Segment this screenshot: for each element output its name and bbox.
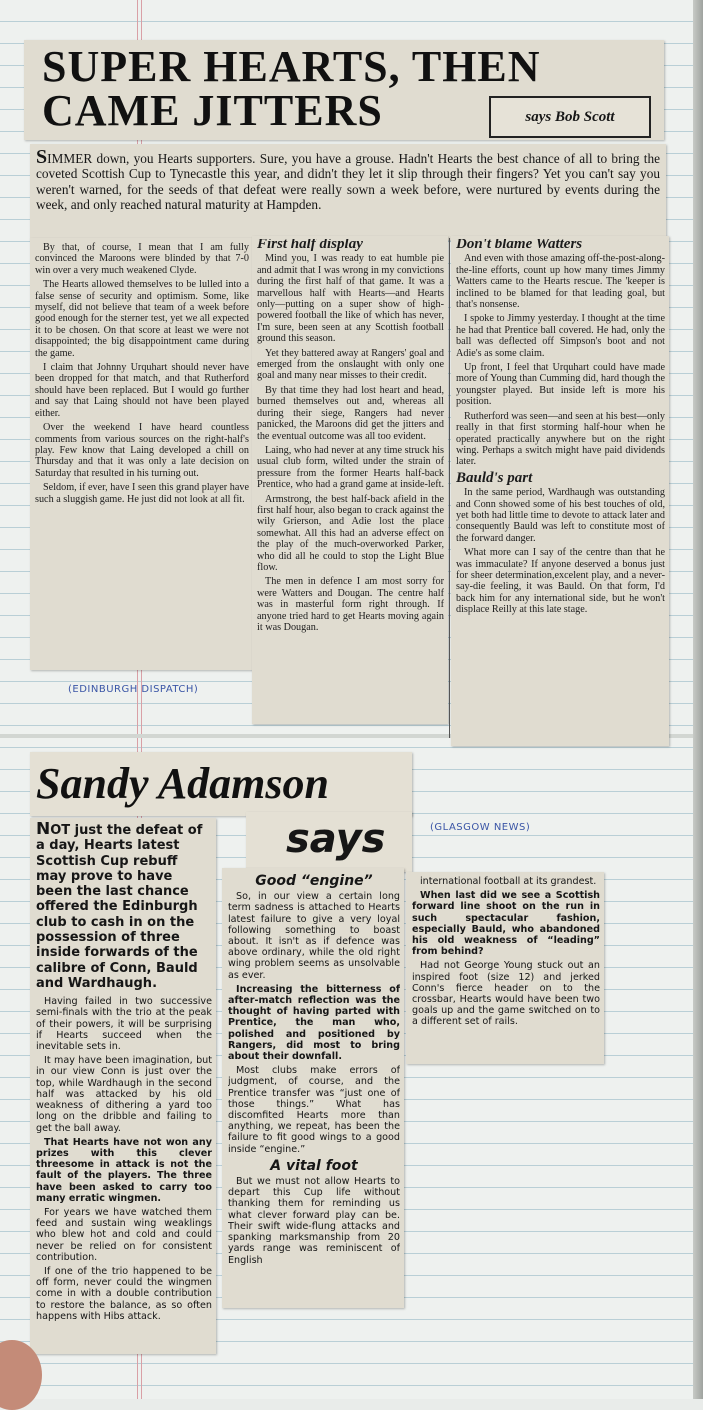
paragraph: By that time they had lost heart and head, burned themselves out and, whereas all during their siege, Rangers had never panicked, the Maroons did get the jitters and the eventual outcome was all too evident. (257, 384, 444, 442)
intro-dropcap: S (36, 146, 48, 168)
sandy-col-1-body (36, 996, 212, 1322)
paragraph: If one of the trio happened to be off form, never could the wingmen come in with a double contribution to restore the balance, as so often happens with Hibs attack. (36, 1265, 212, 1322)
sandy-col-3 (406, 872, 604, 1064)
byline-box: says Bob Scott (489, 96, 651, 138)
subhead-vital-foot: A vital foot (270, 1157, 358, 1174)
subhead-first-half: First half display (257, 239, 363, 252)
paragraph: Increasing the bitterness of after-match reflection was the thought of having parted with Prentice, the man who, polished and positioned by Rangers, did most to bring about their downfall. (228, 983, 400, 1063)
sandy-dropcap: N (36, 822, 51, 839)
sandy-column-1-text (36, 822, 212, 1350)
sandy-column-2-text (228, 870, 400, 1306)
paragraph: So, in our view a certain long term sadness is attached to Hearts latest failure to give a very loyal following something to boast about. It isn't as if defence was above ordinary, while the old right wing problem seems as unsolvable as ever. (228, 891, 400, 981)
headline-clipping (24, 40, 664, 140)
paragraph: Yet they battered away at Rangers' goal and emerged from the onslaught with only one goal and many near misses to their credit. (257, 347, 444, 382)
paragraph: Rutherford was seen—and seen at his best—only really in that first storming half-hour when he operated practically anywhere but on the right wing. Perhaps a switch might have paid dividends later. (456, 410, 665, 468)
paragraph: Laing, who had never at any time struck his usual club form, wilted under the strain of pressure from the former Hearts half-back Prentice, who had a grand game at inside-left. (257, 444, 444, 491)
sandy-col-2 (222, 868, 404, 1308)
sandy-intro-text: OT just the defeat of a day, Hearts latest Scottish Cup rebuff may prove to have been the last chance offered the Edinburgh club to cash in on the possession of three inside forwards of the calibre of Conn, Bauld and Wardhaugh. (36, 823, 203, 991)
paragraph: By that, of course, I mean that I am fully convinced the Maroons were blinded by that 7-0 win over a very much weakened Clyde. (35, 242, 249, 276)
subhead-baulds-part: Bauld's part (456, 469, 533, 486)
handwritten-source-note-2: (GLASGOW NEWS) (430, 822, 531, 833)
headline-line-2: CAME JITTERS (42, 86, 383, 135)
paragraph: And even with those amazing off-the-post-along-the-line efforts, count up how many times Jimmy Watters came to the Hearts rescue. The 'keeper is inclined to be blamed for that leading goal, but that's nonsense. (456, 253, 665, 311)
column-1-text (35, 242, 249, 666)
paragraph: Over the weekend I have heard countless comments from various sources on the right-half's play. Few know that Laing developed a chill on Thursday and that it was only a late decision on Saturday that resulted in his turning out. (35, 422, 249, 479)
sandy-title-clipping (30, 752, 412, 816)
subhead-good-engine: Good “engine” (255, 873, 373, 889)
sandy-intro (36, 822, 212, 991)
intro-clipping (30, 144, 666, 240)
paragraph: I spoke to Jimmy yesterday. I thought at the time he had that Prentice ball covered. He had, only the ball was deflected off Simpson's boot and not Adie's as some claim. (456, 313, 665, 359)
says-title: says (286, 816, 386, 862)
paragraph: For years we have watched them feed and sustain wing weaklings who blew hot and cold and could never be relied on for consistent contribution. (36, 1206, 212, 1263)
columnist-name: Sandy Adamson (36, 759, 330, 808)
paragraph: I claim that Johnny Urquhart should never have been dropped for that match, and that Rutherford should have been replaced. But I would go further and say that Laing should not have been played either. (35, 362, 249, 419)
article-col-2 (252, 236, 448, 724)
paragraph: What more can I say of the centre than that he was immaculate? If anyone deserved a bonus just for sheer determination,excelent play, and a never-say-die feeling, it was Bauld. On that form, I'd back him for any international side, but he won't displace Reilly at this late stage. (456, 547, 665, 616)
column-2-text (257, 239, 444, 721)
article-col-1 (30, 238, 254, 670)
paragraph: Most clubs make errors of judgment, of course, and the Prentice transfer was “just one of those things.” What has discomfited Hearts more than anything, we repeat, has been the failure to fit good wings to a good inside “engine.” (228, 1065, 400, 1155)
paragraph: international football at its grandest. (420, 876, 597, 887)
paragraph: Up front, I feel that Urquhart could have made more of Young than Cumming did, hard though the youngster played. But inside left is more his position. (456, 362, 665, 408)
article-col-3 (451, 236, 669, 746)
sandy-column-3-text (412, 876, 600, 1060)
paragraph: Having failed in two successive semi-finals with the trio at the peak of their powers, it will be surprising if Hearts succeed when the inevitable sets in. (36, 996, 212, 1053)
paragraph: The men in defence I am most sorry for were Watters and Dougan. The centre half was in masterful form right through. If anyone tried hard to get Hearts moving again it was Dougan. (257, 576, 444, 633)
sandy-col-1 (30, 818, 216, 1354)
paragraph: The Hearts allowed themselves to be lulled into a false sense of security and optimism. Some, like myself, did not believe that team of a week before good enough for the sterner test, yet we all expected it to be chosen. On that score at least we were not disappointed; the big disappointment came during the game. (35, 279, 249, 359)
paragraph: Seldom, if ever, have I seen this grand player have such a sluggish game. He just did not look at all fit. (35, 482, 249, 505)
paragraph: That Hearts have not won any prizes with this clever threesome in attack is not the fault of the players. The three have been asked to carry too many erratic wingmen. (36, 1136, 212, 1204)
headline-line-1: SUPER HEARTS, THEN (42, 42, 541, 91)
intro-text: IMMER down, you Hearts supporters. Sure, you have a grouse. Hadn't Hearts the best chance of all to bring the coveted Scottish Cup to Tynecastle this year, and didn't they let it slip through their fingers? Yet you can't say you weren't warned, for the seeds of that defeat were really sown a week before, were nurtured by events during the week, and only reached natural maturity at Hampden. (36, 151, 660, 212)
says-clipping (246, 812, 412, 872)
subhead-dont-blame-watters: Don't blame Watters (456, 239, 583, 252)
handwritten-source-note: (EDINBURGH DISPATCH) (68, 684, 199, 695)
paragraph: It may have been imagination, but in our view Conn is just over the top, while Wardhaugh in the second half was attacked by his old weakness of dithering a yard too long on the dribble and failing to get the ball away. (36, 1055, 212, 1134)
column-rule (449, 238, 450, 738)
paragraph: Armstrong, the best half-back afield in the first half hour, also began to crack against the wily Grierson, and Adie lost the place somewhat. All this had an adverse effect on the play of the much-overworked Parker, who did all he could to stop the Light Blue flow. (257, 493, 444, 573)
paragraph: But we must not allow Hearts to depart this Cup life without thanking them for reminding us what clever forward play can be. Their swift wide-flung attacks and spanking marksmanship from 20 yards range was reminiscent of English (228, 1176, 400, 1266)
paragraph: When last did we see a Scottish forward line shoot on the run in such spectacular fashion, especially Bauld, who abandoned his old weakness of “leading” from behind? (412, 890, 600, 958)
intro-paragraph (36, 146, 660, 212)
paragraph: Had not George Young stuck out an inspired foot (size 12) and jerked Conn's fierce header on to the crossbar, Hearts would have been two goals up and the game switched on to a different set of rails. (412, 960, 600, 1028)
column-3-text (456, 239, 665, 743)
paragraph: In the same period, Wardhaugh was outstanding and Conn showed some of his best touches of old, yet both had little time to devote to attack later and consequently Bauld was left to constitute most of the forward danger. (456, 487, 665, 544)
page-binding (693, 0, 703, 1399)
paragraph: Mind you, I was ready to eat humble pie and admit that I was wrong in my convictions during the first half of that game. It was a marvellous half with Hearts—and Hearts only—putting on a super show of high-powered football the like of which has never, I'm sure, been seen at any Scottish football ground this season. (257, 253, 444, 345)
